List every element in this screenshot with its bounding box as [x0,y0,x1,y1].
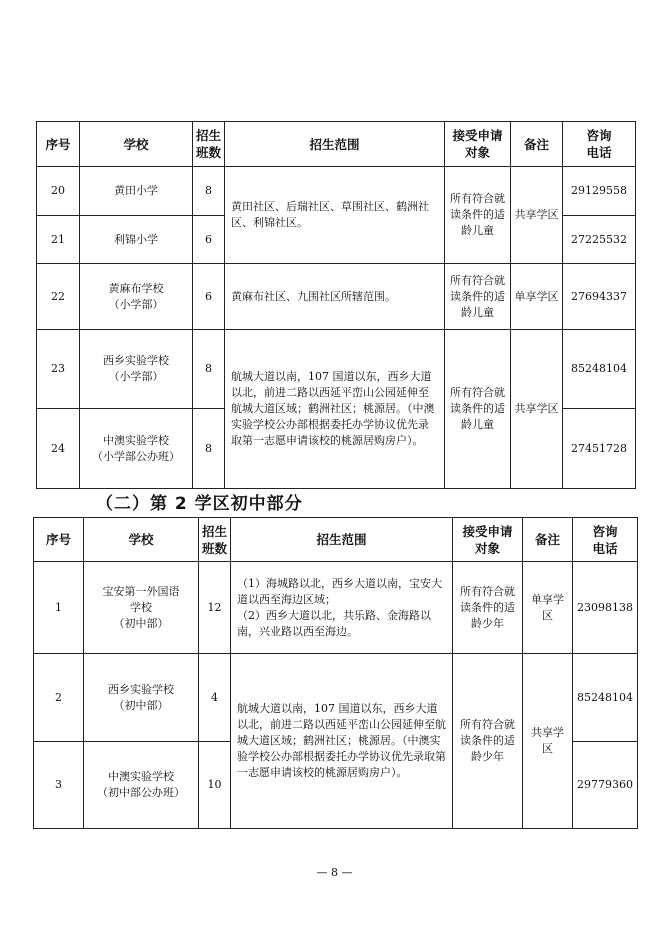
table-row [37,167,636,216]
row-target: 所有符合就读条件的适龄儿童 [445,264,511,330]
row-school: 利锦小学 [80,216,193,264]
middle-school-table [33,517,638,829]
page-number: — 8 — [316,866,353,879]
row-note: 共享学区 [511,330,563,489]
header-phone: 咨询 电话 [563,122,636,167]
row-school: 黄田小学 [80,167,193,216]
header-seq: 序号 [37,122,80,167]
row-classes: 6 [193,216,225,264]
row-scope: 黄麻布社区、九围社区所辖范围。 [225,264,445,330]
table-header-row [34,518,638,562]
table-row [37,264,636,330]
table-row [34,654,638,742]
section-title: （二）第 2 学区初中部分 [96,494,303,514]
row-scope: 航城大道以南，107 国道以东，西乡大道以北，前进二路以西延平峦山公园延伸至航城大道区域；鹤洲社区；桃源居。（中澳实验学校公办部根据委托办学协议优先录取第一志愿申请该校的桃源居购房户）。 [231,654,453,829]
row-seq: 21 [37,216,80,264]
row-classes: 8 [193,409,225,489]
row-target: 所有符合就读条件的适龄少年 [453,562,523,654]
header-phone: 咨询 电话 [573,518,638,562]
row-phone: 29129558 [563,167,636,216]
row-seq: 23 [37,330,80,409]
row-school: 中澳实验学校 （小学部公办班） [80,409,193,489]
row-school: 西乡实验学校 （初中部） [84,654,199,742]
row-note: 单享学区 [523,562,573,654]
header-scope: 招生范围 [225,122,445,167]
row-seq: 22 [37,264,80,330]
row-phone: 27694337 [563,264,636,330]
row-classes: 4 [199,654,231,742]
row-scope: 黄田社区、后瑞社区、草围社区、鹤洲社区、利锦社区。 [225,167,445,264]
row-classes: 8 [193,330,225,409]
header-note: 备注 [523,518,573,562]
row-classes: 10 [199,742,231,829]
row-seq: 1 [34,562,84,654]
row-school: 黄麻布学校 （小学部） [80,264,193,330]
header-note: 备注 [511,122,563,167]
header-classes: 招生 班数 [193,122,225,167]
row-phone: 23098138 [573,562,638,654]
table-header-row [37,122,636,167]
row-seq: 20 [37,167,80,216]
row-scope: （1）海城路以北，西乡大道以南，宝安大道以西至海边区域； （2）西乡大道以北，共乐路、金海路以南，兴业路以西至海边。 [231,562,453,654]
row-school: 宝安第一外国语 学校 （初中部） [84,562,199,654]
header-school: 学校 [84,518,199,562]
row-phone: 27225532 [563,216,636,264]
row-note: 共享学区 [511,167,563,264]
row-classes: 8 [193,167,225,216]
table-row [34,562,638,654]
row-seq: 24 [37,409,80,489]
header-school: 学校 [80,122,193,167]
row-seq: 3 [34,742,84,829]
row-phone: 85248104 [563,330,636,409]
row-phone: 29779360 [573,742,638,829]
header-target: 接受申请 对象 [445,122,511,167]
header-seq: 序号 [34,518,84,562]
primary-school-table [36,121,636,489]
row-scope: 航城大道以南，107 国道以东，西乡大道以北，前进二路以西延平峦山公园延伸至航城大道区域；鹤洲社区；桃源居。（中澳实验学校公办部根据委托办学协议优先录取第一志愿申请该校的桃源居购房户）。 [225,330,445,489]
row-seq: 2 [34,654,84,742]
header-scope: 招生范围 [231,518,453,562]
row-note: 单享学区 [511,264,563,330]
table-row [37,330,636,409]
header-target: 接受申请 对象 [453,518,523,562]
row-classes: 6 [193,264,225,330]
row-target: 所有符合就读条件的适龄儿童 [445,167,511,264]
row-phone: 85248104 [573,654,638,742]
row-target: 所有符合就读条件的适龄儿童 [445,330,511,489]
row-classes: 12 [199,562,231,654]
row-note: 共享学区 [523,654,573,829]
header-classes: 招生 班数 [199,518,231,562]
row-target: 所有符合就读条件的适龄少年 [453,654,523,829]
row-phone: 27451728 [563,409,636,489]
row-school: 西乡实验学校 （小学部） [80,330,193,409]
row-school: 中澳实验学校 （初中部公办班） [84,742,199,829]
